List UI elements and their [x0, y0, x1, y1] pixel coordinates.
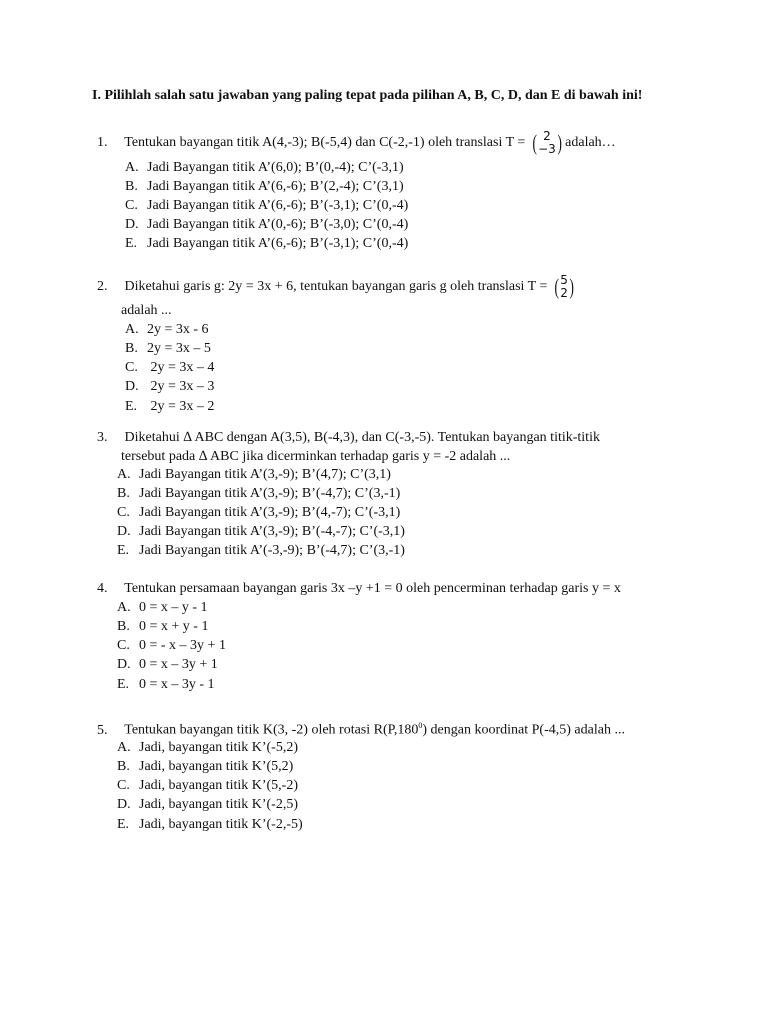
question-2 [97, 274, 577, 300]
q5-option-a: A. Jadi, bayangan titik K’(-5,2) [117, 740, 299, 755]
q2-option-e: E. 2y = 3x – 2 [125, 399, 215, 414]
question-number: 4. [97, 581, 108, 596]
vector-top: 5 [560, 273, 568, 287]
q5-option-c: C. Jadi, bayangan titik K’(5,-2) [117, 778, 299, 793]
q2-option-c: C. 2y = 3x – 4 [125, 360, 215, 375]
q3-option-b: B. Jadi Bayangan titik A’(3,-9); B’(-4,7); C’(3,-1) [117, 486, 401, 501]
q1-option-e: E. Jadi Bayangan titik A’(6,-6); B’(-3,1); C’(0,-4) [125, 236, 409, 251]
q3-option-c: C. Jadi Bayangan titik A’(3,-9); B’(4,-7); C’(-3,1) [117, 505, 401, 520]
q1-option-b: B. Jadi Bayangan titik A’(6,-6); B’(2,-4); C’(3,1) [125, 179, 404, 194]
q4-option-a: A. 0 = x – y - 1 [117, 600, 208, 615]
q5-option-e: E. Jadi, bayangan titik K’(-2,-5) [117, 817, 303, 832]
q1-option-c: C. Jadi Bayangan titik A’(6,-6); B’(-3,1); C’(0,-4) [125, 198, 409, 213]
question-text: Diketahui ∆ ABC dengan A(3,5), B(-4,3), dan C(-3,-5). Tentukan bayangan titik-titik [124, 430, 600, 445]
q1-option-d: D. Jadi Bayangan titik A’(0,-6); B’(-3,0); C’(0,-4) [125, 217, 409, 232]
question-number: 3. [97, 430, 108, 445]
q2-option-a: A. 2y = 3x - 6 [125, 322, 209, 337]
question-text: Diketahui garis g: 2y = 3x + 6, tentukan bayangan garis g oleh translasi T = [124, 279, 548, 295]
q3-option-d: D. Jadi Bayangan titik A’(3,-9); B’(-4,-7); C’(-3,1) [117, 524, 405, 539]
vector-bottom: −3 [538, 142, 556, 156]
q1-option-a: A. Jadi Bayangan titik A’(6,0); B’(0,-4); C’(-3,1) [125, 160, 404, 175]
question-3-continuation: tersebut pada ∆ ABC jika dicerminkan terhadap garis y = -2 adalah ... [121, 449, 511, 464]
question-text-end: ) dengan koordinat P(-4,5) adalah ... [422, 722, 625, 738]
vector-top: 2 [543, 129, 551, 143]
question-text: Tentukan persamaan bayangan garis 3x –y +1 = 0 oleh pencerminan terhadap garis y = x [124, 581, 621, 596]
q3-option-e: E. Jadi Bayangan titik A’(-3,-9); B’(-4,7); C’(3,-1) [117, 543, 405, 558]
question-2-continuation: adalah ... [121, 303, 172, 318]
question-number: 2. [97, 279, 108, 295]
question-3 [97, 430, 600, 446]
q4-option-e: E. 0 = x – 3y - 1 [117, 677, 215, 692]
question-1 [97, 130, 616, 156]
q2-option-d: D. 2y = 3x – 3 [125, 379, 215, 394]
q4-option-b: B. 0 = x + y - 1 [117, 619, 209, 634]
q5-option-d: D. Jadi, bayangan titik K’(-2,5) [117, 797, 299, 812]
question-4 [97, 581, 621, 597]
question-5 [97, 721, 625, 739]
section-heading: I. Pilihlah salah satu jawaban yang paling tepat pada pilihan A, B, C, D, dan E di bawah ini! [92, 88, 643, 103]
translation-vector: ( 2 −3 ) [532, 129, 562, 156]
translation-vector: ( 5 2 ) [554, 273, 574, 300]
degree-superscript: 0 [418, 721, 423, 730]
question-text: Tentukan bayangan titik K(3, -2) oleh rotasi R(P,180 [124, 722, 419, 738]
question-text: Tentukan bayangan titik A(4,-3); B(-5,4) dan C(-2,-1) oleh translasi T = [124, 135, 526, 151]
question-number: 5. [97, 722, 108, 738]
q4-option-d: D. 0 = x – 3y + 1 [117, 657, 218, 672]
question-number: 1. [97, 135, 108, 151]
q5-option-b: B. Jadi, bayangan titik K’(5,2) [117, 759, 294, 774]
q4-option-c: C. 0 = - x – 3y + 1 [117, 638, 226, 653]
vector-bottom: 2 [560, 286, 568, 300]
q2-option-b: B. 2y = 3x – 5 [125, 341, 211, 356]
question-text-end: adalah… [565, 135, 616, 151]
q3-option-a: A. Jadi Bayangan titik A’(3,-9); B’(4,7); C’(3,1) [117, 467, 391, 482]
